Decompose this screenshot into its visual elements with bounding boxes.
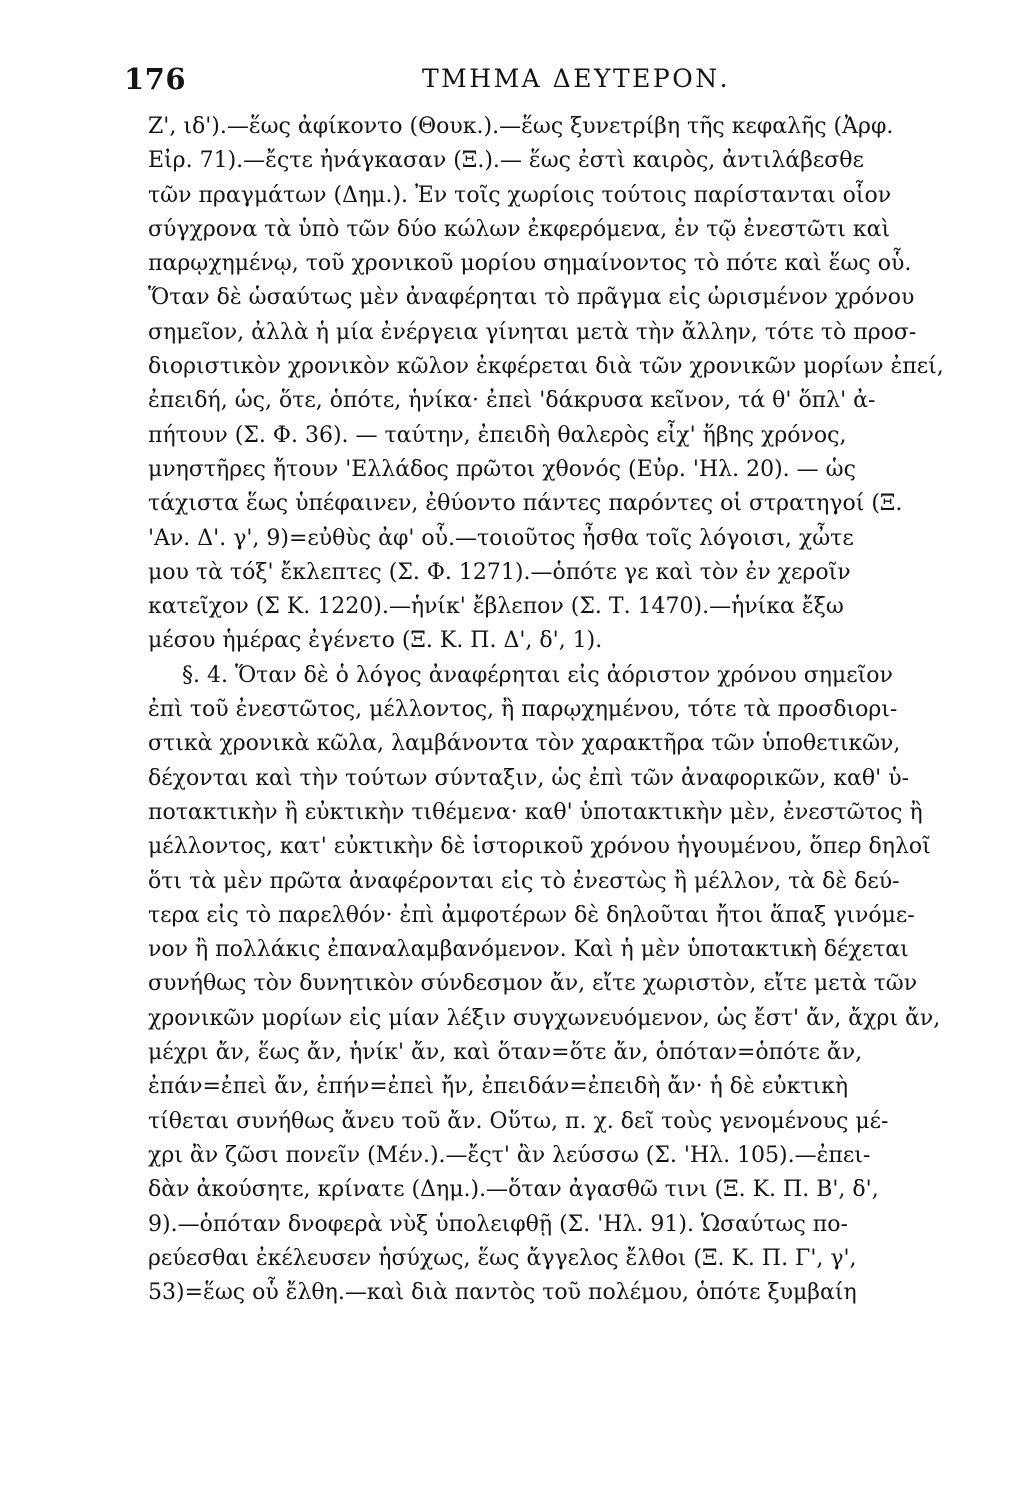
text-line: συνήθως τὸν δυνητικὸν σύνδεσμον ἄν, εἴτε χωριστὸν, εἴτε μετὰ τῶν [148, 971, 918, 997]
text-line: στικὰ χρονικὰ κῶλα, λαμβάνοντα τὸν χαρακτῆρα τῶν ὑποθετικῶν, [148, 731, 901, 757]
page-number: 176 [124, 62, 187, 96]
text-line: τάχιστα ἕως ὑπέφαινεν, ἐθύοντο πάντες παρόντες οἱ στρατηγοί (Ξ. [148, 491, 903, 517]
text-line: παρῳχημένῳ, τοῦ χρονικοῦ μορίου σημαίνοντος τὸ πότε καὶ ἕως οὗ. [148, 251, 912, 277]
text-line: δὰν ἀκούσητε, κρίνατε (Δημ.).—ὅταν ἀγασθῶ τινι (Ξ. Κ. Π. Β', δ', [148, 1177, 879, 1203]
text-line: μέλλοντος, κατ' εὐκτικὴν δὲ ἱστορικοῦ χρόνου ἡγουμένου, ὅπερ δηλοῖ [148, 834, 931, 860]
text-line: 'Αν. Δ'. γ', 9)=εὐθὺς ἀφ' οὗ.—τοιοῦτος ἦσθα τοῖς λόγοισι, χὦτε [148, 525, 854, 551]
text-line: ὅτι τὰ μὲν πρῶτα ἀναφέρονται εἰς τὸ ἐνεστὼς ἢ μέλλον, τὰ δὲ δεύ- [148, 868, 900, 894]
text-line: χρι ἂν ζῶσι πονεῖν (Μέν.).—ἔςτ' ἂν λεύσσω (Σ. 'Ηλ. 105).—ἐπει- [148, 1142, 871, 1168]
text-line: δέχονται καὶ τὴν τούτων σύνταξιν, ὡς ἐπὶ τῶν ἀναφορικῶν, καθ' ὑ- [148, 765, 910, 791]
text-line: Ὅταν δὲ ὡσαύτως μὲν ἀναφέρηται τὸ πρᾶγμα εἰς ὡρισμένον χρόνου [148, 285, 915, 311]
text-line: μνηστῆρες ἤτουν 'Ελλάδος πρῶτοι χθονός (Εὐρ. 'Ηλ. 20). — ὡς [148, 456, 856, 482]
text-line: ποτακτικὴν ἢ εὐκτικὴν τιθέμενα· καθ' ὑποτακτικὴν μὲν, ἐνεστῶτος ἢ [148, 799, 923, 825]
text-line: ἐπὶ τοῦ ἐνεστῶτος, μέλλοντος, ἢ παρῳχημένου, τότε τὰ προσδιορι- [148, 697, 898, 723]
text-line-indented: §. 4. Ὅταν δὲ ὁ λόγος ἀναφέρηται εἰς ἀόριστον χρόνου σημεῖον [182, 662, 893, 688]
text-line: πήτουν (Σ. Φ. 36). — ταύτην, ἐπειδὴ θαλερὸς εἶχ' ἥβης χρόνος, [148, 422, 847, 448]
text-line: μου τὰ τόξ' ἔκλεπτες (Σ. Φ. 1271).—ὁπότε γε καὶ τὸν ἐν χεροῖν [148, 559, 851, 585]
text-line: σύγχρονα τὰ ὑπὸ τῶν δύο κώλων ἐκφερόμενα, ἐν τῷ ἐνεστῶτι καὶ [148, 216, 891, 242]
text-line: διοριστικὸν χρονικὸν κῶλον ἐκφέρεται διὰ τῶν χρονικῶν μορίων ἐπεί, [148, 354, 944, 380]
running-head: ΤΜΗΜΑ ΔΕΥΤΕΡΟΝ. [422, 64, 731, 93]
text-line: σημεῖον, ἀλλὰ ἡ μία ἐνέργεια γίνηται μετὰ τὴν ἄλλην, τότε τὸ προσ- [148, 319, 917, 345]
text-line: κατεῖχον (Σ Κ. 1220).—ἡνίκ' ἔβλεπον (Σ. Τ. 1470).—ἡνίκα ἔξω [148, 594, 844, 620]
text-line: τερα εἰς τὸ παρελθόν· ἐπὶ ἀμφοτέρων δὲ δηλοῦται ἤτοι ἅπαξ γινόμε- [148, 902, 915, 928]
text-line: 53)=ἕως οὗ ἔλθη.—καὶ διὰ παντὸς τοῦ πολέμου, ὁπότε ξυμβαίη [148, 1280, 857, 1306]
text-line: Ζ', ιδ').—ἕως ἀφίκοντο (Θουκ.).—ἕως ξυνετρίβη τῆς κεφαλῆς (Ἀρφ. [148, 114, 894, 139]
text-line: μέσου ἡμέρας ἐγένετο (Ξ. Κ. Π. Δ', δ', 1). [148, 628, 603, 654]
page-header [110, 62, 956, 102]
text-line: τῶν πραγμάτων (Δημ.). Ἐν τοῖς χωρίοις τούτοις παρίστανται οἷον [148, 182, 892, 208]
text-line: τίθεται συνήθως ἄνευ τοῦ ἄν. Οὕτω, π. χ. δεῖ τοὺς γενομένους μέ- [148, 1108, 889, 1134]
text-line: ἐπειδή, ὡς, ὅτε, ὁπότε, ἡνίκα· ἐπεὶ 'δάκρυσα κεῖνον, τά θ' ὅπλ' ἀ- [148, 388, 876, 414]
text-line: νον ἢ πολλάκις ἐπαναλαμβανόμενον. Καὶ ἡ μὲν ὑποτακτικὴ δέχεται [148, 937, 909, 963]
text-line: χρονικῶν μορίων εἰς μίαν λέξιν συγχωνευόμενον, ὡς ἔστ' ἄν, ἄχρι ἄν, [148, 1005, 941, 1031]
body-text [148, 110, 960, 1310]
text-line: 9).—ὁπόταν δνοφερὰ νὺξ ὑπολειφθῇ (Σ. 'Ηλ. 91). Ὡσαύτως πο- [148, 1211, 848, 1237]
text-line: ρεύεσθαι ἐκέλευσεν ἡσύχως, ἕως ἄγγελος ἔλθοι (Ξ. Κ. Π. Γ', γ', [148, 1245, 857, 1271]
text-line: ἐπάν=ἐπεὶ ἄν, ἐπήν=ἐπεὶ ἤν, ἐπειδάν=ἐπειδὴ ἄν· ἡ δὲ εὐκτικὴ [148, 1074, 849, 1100]
text-line: μέχρι ἄν, ἕως ἄν, ἡνίκ' ἄν, καὶ ὅταν=ὅτε ἄν, ὁπόταν=ὁπότε ἄν, [148, 1040, 863, 1066]
text-line: Εἰρ. 71).—ἔςτε ἠνάγκασαν (Ξ.).— ἕως ἐστὶ καιρὸς, ἀντιλάβεσθε [148, 148, 864, 174]
